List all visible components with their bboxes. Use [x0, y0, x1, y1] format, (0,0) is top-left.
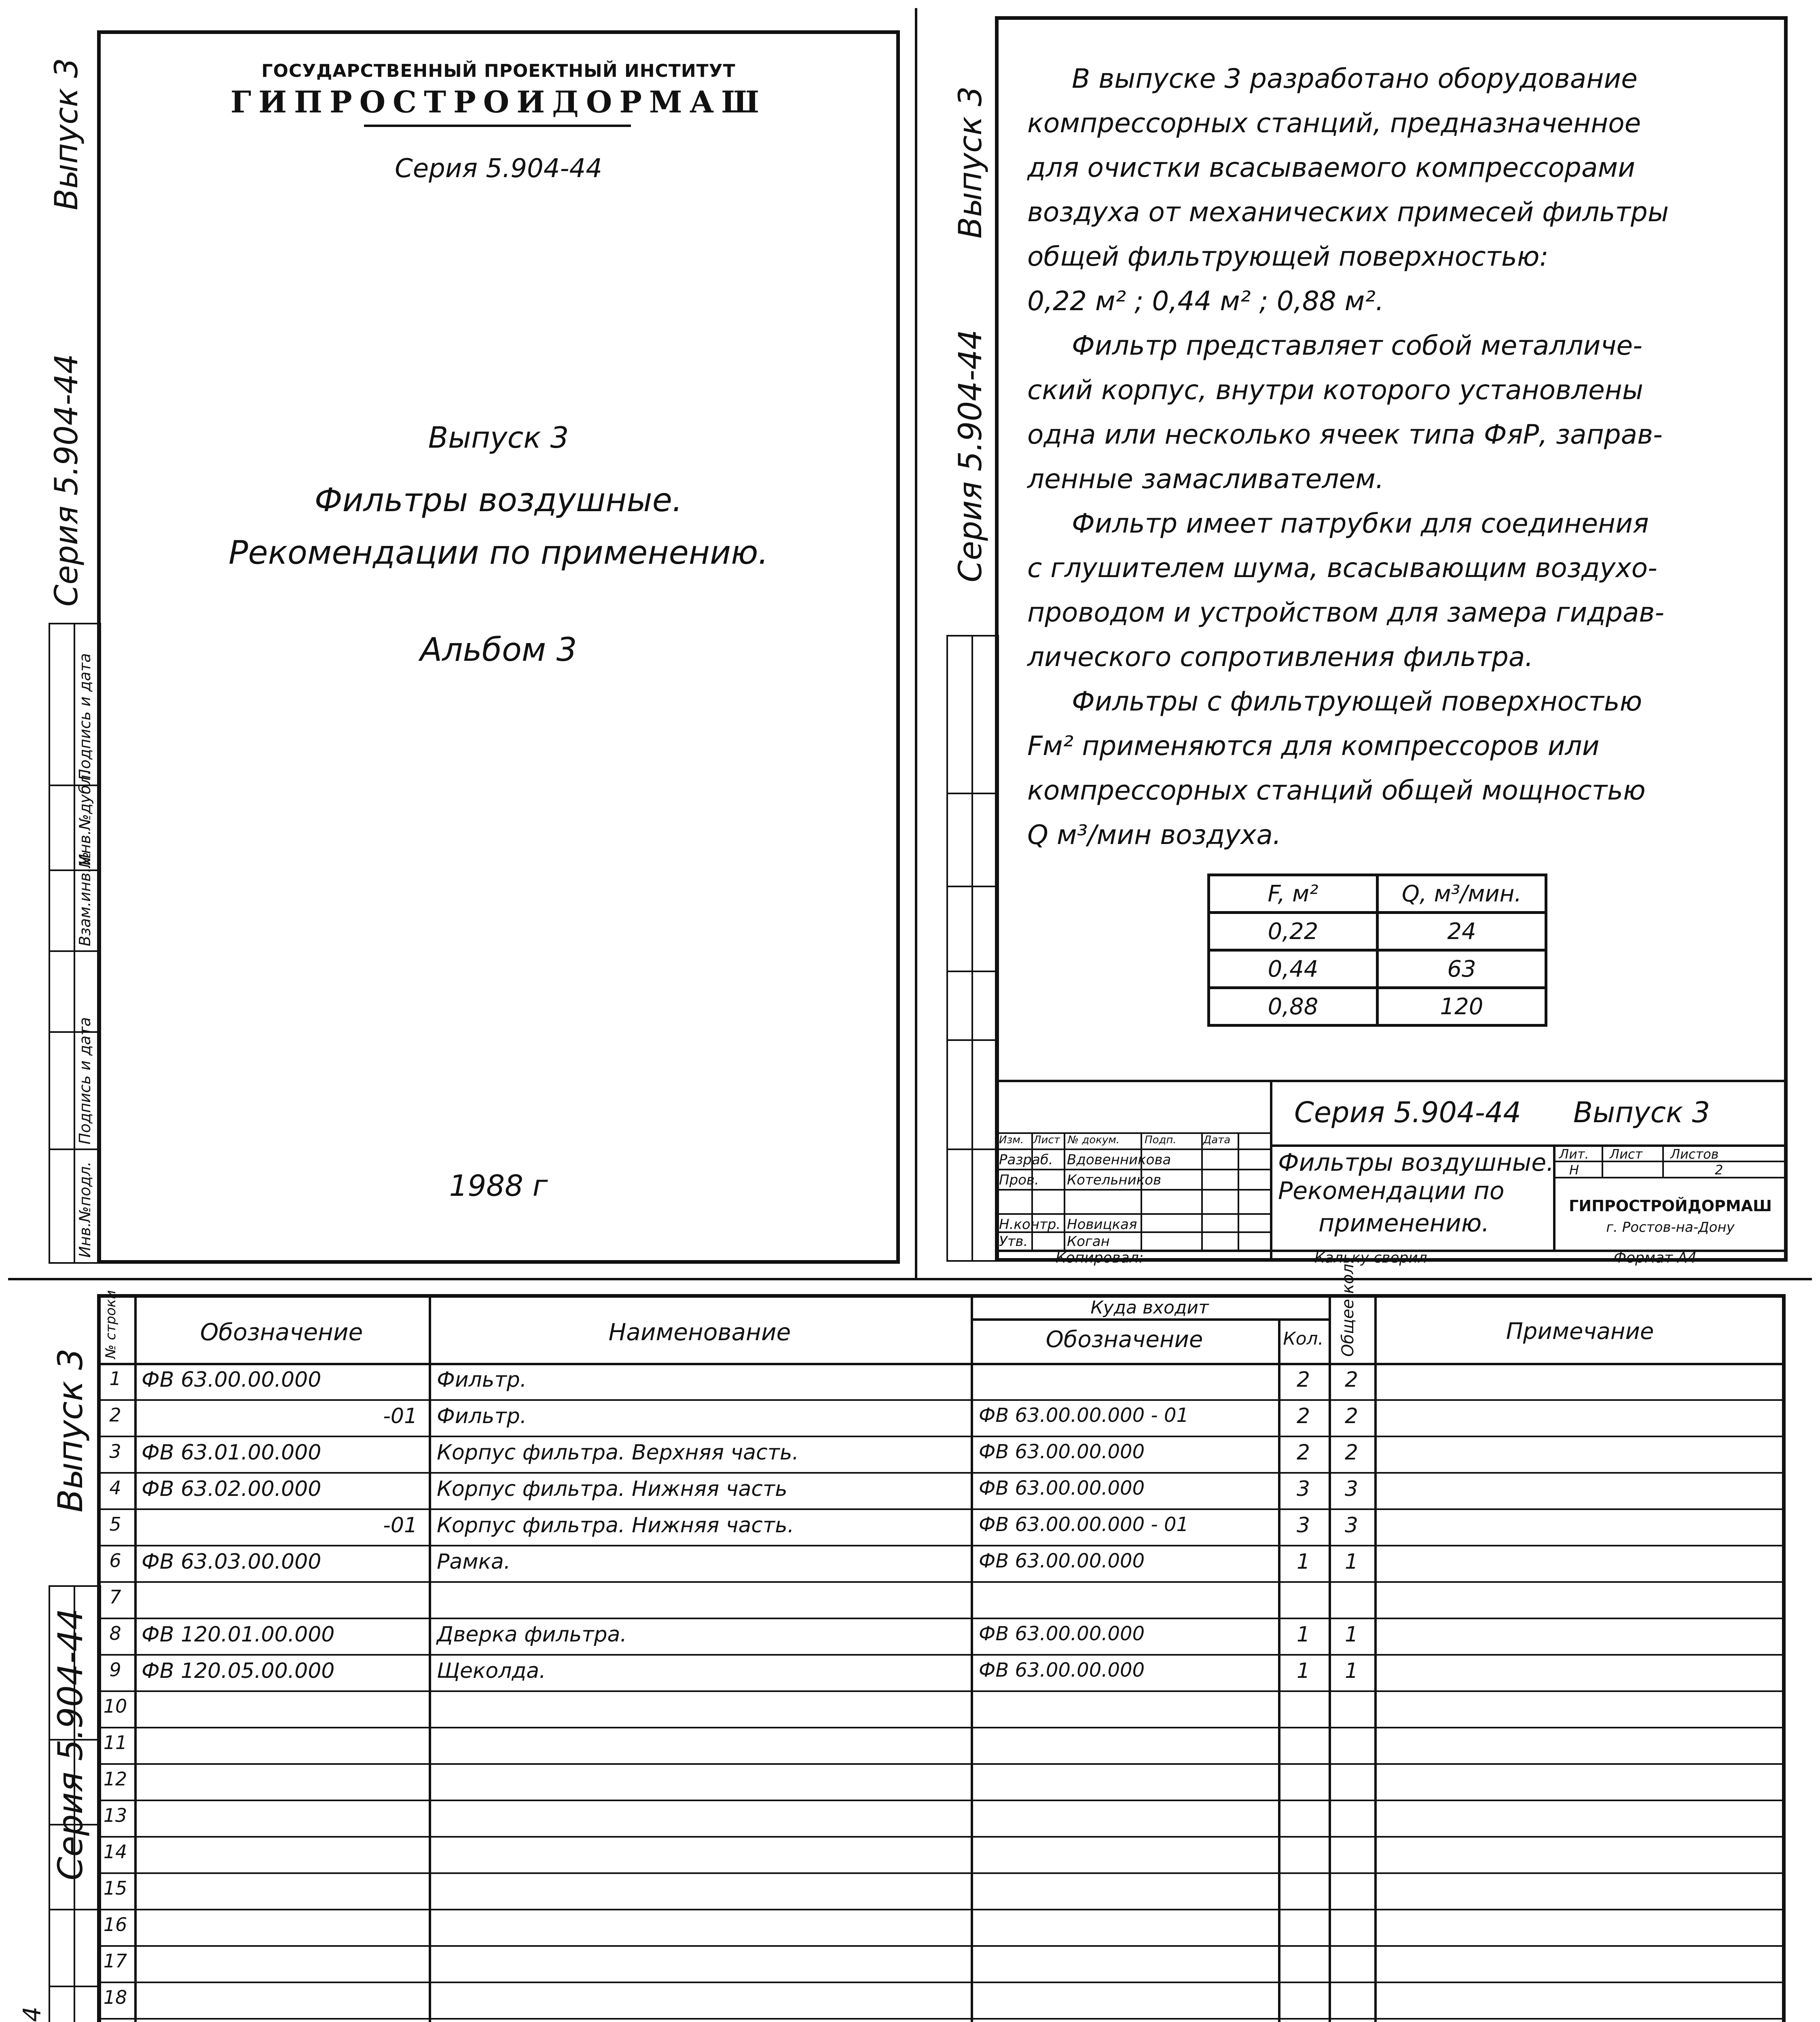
spec-row-number: 8: [109, 1622, 121, 1644]
spec-row-designation: ФВ 63.01.00.000: [142, 1440, 322, 1465]
spec-row-where: ФВ 63.00.00.000: [979, 1477, 1145, 1500]
spec-row: [97, 1363, 1786, 1399]
spec-row-qty: 3: [1296, 1513, 1310, 1538]
cover-stamp-vzam: Взам.инв.№: [76, 852, 94, 946]
table-row: 0,88 120: [1209, 988, 1546, 1026]
spec-row-qty: 3: [1296, 1477, 1310, 1501]
spec-row-number: 18: [103, 1986, 127, 2008]
spec-row-total: 2: [1344, 1368, 1359, 1392]
spec-row-qty: 2: [1296, 1368, 1310, 1392]
cover-margin-issue: Выпуск 3: [49, 58, 85, 210]
spec-row-where: ФВ 63.00.00.000: [979, 1659, 1145, 1681]
spec-row-number: 14: [103, 1841, 127, 1863]
spec-row: [97, 1436, 1786, 1472]
spec-row-where: ФВ 63.00.00.000 - 01: [979, 1513, 1189, 1536]
spec-row-qty: 1: [1296, 1550, 1310, 1574]
spec-row: [97, 1654, 1786, 1690]
spec-row-qty: 1: [1296, 1659, 1310, 1683]
spec-row-where: ФВ 63.00.00.000: [979, 1550, 1145, 1572]
spec-row-total: 2: [1344, 1404, 1359, 1428]
desc-paragraph-1: В выпуске 3 разработано оборудование компрессорных станций, предназначенное для очистки всасываемого компрессорами воздуха от механических примесей фильтры общей фильтрующей поверхностью: 0,22 м² ; 0,44 м² ; 0,88 м². Фильтр представляет собой металличе- ский корпус, внутри которого установлены одна или несколько ячеек типа ФяР, заправ- ленные замасливателем. Фильтр имеет патрубки для соединения с глушителем шума, всасывающим воздухо- проводом и устройством для замера гидрав- лического сопротивления фильтра. Фильтры с фильтрующей поверхностью Fм² применяются для компрессоров или компрессорных станций общей мощностью Q м³/мин воздуха.: [1027, 63, 1669, 850]
spec-margin-issue: Выпуск 3: [51, 1348, 90, 1512]
archive-sub: 4: [18, 2006, 47, 2022]
spec-row: [97, 1800, 1786, 1836]
spec-row: [97, 1545, 1786, 1581]
spec-header-name: Наименование: [608, 1318, 791, 1346]
spec-row-name: Корпус фильтра. Нижняя часть: [437, 1477, 787, 1501]
spec-row-where: ФВ 63.00.00.000 - 01: [979, 1404, 1189, 1427]
cover-stamp-inv: Инв.№подл.: [76, 1161, 94, 1258]
cover-subject2: Рекомендации по применению.: [229, 534, 768, 571]
table-header-f: F, м²: [1209, 875, 1378, 913]
spec-row-designation: -01: [383, 1513, 417, 1538]
spec-row-total: 2: [1344, 1440, 1359, 1465]
spec-row-number: 5: [109, 1513, 121, 1535]
cover-subject: Фильтры воздушные.: [314, 481, 683, 519]
spec-row-number: 6: [109, 1550, 121, 1571]
desc-margin-series: Серия 5.904-44: [952, 329, 989, 582]
desc-margin-issue: Выпуск 3: [952, 86, 989, 239]
tb1-city: г. Ростов-на-Дону: [1606, 1219, 1735, 1235]
spec-row-where: ФВ 63.00.00.000: [979, 1622, 1145, 1645]
spec-row-total: 1: [1344, 1659, 1359, 1683]
spec-row: [97, 1909, 1786, 1945]
spec-row: [97, 1399, 1786, 1436]
spec-row: [97, 1763, 1786, 1800]
spec-row-number: 4: [109, 1477, 121, 1499]
tb1-series: Серия 5.904-44: [1294, 1096, 1521, 1129]
spec-row-total: 1: [1344, 1622, 1359, 1647]
table-header-q: Q, м³/мин.: [1378, 875, 1546, 913]
spec-row-name: Рамка.: [437, 1550, 511, 1574]
tb1-issue: Выпуск 3: [1573, 1096, 1710, 1129]
spec-header-designation: Обозначение: [200, 1318, 363, 1346]
spec-row-designation: ФВ 63.00.00.000: [142, 1368, 322, 1392]
spec-row-qty: 1: [1296, 1622, 1310, 1647]
table-row: 0,44 63: [1209, 950, 1546, 988]
spec-row-designation: -01: [383, 1404, 417, 1428]
spec-row-qty: 2: [1296, 1440, 1310, 1465]
spec-row-name: Дверка фильтра.: [437, 1622, 627, 1647]
spec-row-total: 1: [1344, 1550, 1359, 1574]
spec-row: [97, 1872, 1786, 1909]
spec-row-name: Фильтр.: [437, 1404, 527, 1428]
cover-series: Серия 5.904-44: [395, 154, 602, 184]
spec-row-number: 11: [103, 1732, 127, 1753]
spec-row-number: 13: [103, 1804, 127, 1826]
cover-institute-name: ГИПРОСТРОИДОРМАШ: [231, 85, 766, 120]
spec-row-name: Щеколда.: [437, 1659, 546, 1683]
spec-row: [97, 2018, 1786, 2022]
cover-stamp-sign-date: Подпись и дата: [76, 653, 94, 780]
cover-margin-series: Серия 5.904-44: [49, 353, 85, 607]
title-block-1: Изм. Лист № докум. Подп. Дата Разраб. Вдовенникова Пров. Котельников Н.контр. Новицкая Утв. Коган Серия 5.904-44 Выпуск 3 Фильтры воздушные. Рекомендации по применению. Лит. Лист Листов Н 2 ГИПРОСТРОЙДОРМАШ г. Ростов-на-Дону Копировал: Кальку сверил Формат А4: [995, 1080, 1788, 1262]
filter-capacity-table: [1207, 874, 1547, 1027]
spec-row-total: 3: [1344, 1513, 1359, 1538]
spec-row-total: 3: [1344, 1477, 1359, 1501]
spec-row-number: 10: [103, 1695, 127, 1717]
cover-institute: ГОСУДАРСТВЕННЫЙ ПРОЕКТНЫЙ ИНСТИТУТ: [261, 61, 736, 81]
spec-row-number: 12: [103, 1768, 127, 1790]
spec-row: [97, 1727, 1786, 1763]
spec-header-qty: Кол.: [1283, 1328, 1324, 1349]
spec-row-name: Корпус фильтра. Верхняя часть.: [437, 1440, 799, 1465]
cover-album: Альбом 3: [420, 631, 577, 668]
spec-header-note: Примечание: [1506, 1318, 1654, 1345]
spec-row-number: 2: [109, 1404, 121, 1426]
spec-row-name: Корпус фильтра. Нижняя часть.: [437, 1513, 794, 1538]
cover-stamp-sign-date2: Подпись и дата: [76, 1017, 94, 1144]
table-row: 0,22 24: [1209, 913, 1546, 950]
spec-row-name: Фильтр.: [437, 1368, 527, 1392]
spec-row-number: 16: [103, 1914, 127, 1935]
spec-row-number: 15: [103, 1877, 127, 1899]
spec-row-number: 3: [109, 1440, 121, 1462]
spec-row: [97, 1836, 1786, 1872]
spec-row-number: 1: [109, 1368, 121, 1390]
spec-row-designation: ФВ 63.03.00.000: [142, 1550, 322, 1574]
spec-row-designation: ФВ 120.01.00.000: [142, 1622, 335, 1647]
spec-row: [97, 1618, 1786, 1654]
spec-row-number: 9: [109, 1659, 121, 1681]
spec-header-total: Общее кол.: [1339, 1258, 1357, 1357]
spec-row-where: ФВ 63.00.00.000: [979, 1440, 1145, 1463]
spec-table: [97, 1258, 1786, 2022]
tb1-org: ГИПРОСТРОЙДОРМАШ: [1569, 1197, 1772, 1215]
spec-row: [97, 1472, 1786, 1508]
spec-row-designation: ФВ 63.02.00.000: [142, 1477, 322, 1501]
spec-header-num: № строки: [103, 1290, 119, 1359]
cover-issue: Выпуск 3: [428, 421, 569, 455]
spec-row-designation: ФВ 120.05.00.000: [142, 1659, 335, 1683]
spec-row: [97, 1690, 1786, 1727]
spec-row: [97, 1945, 1786, 1982]
spec-row-number: 7: [109, 1586, 121, 1608]
cover-stamp-dubl: Инв.№дубл.: [76, 770, 94, 865]
spec-row: [97, 1982, 1786, 2018]
spec-margin-series: Серия 5.904-44: [51, 1608, 90, 1880]
spec-header-where-designation: Обозначение: [1045, 1326, 1203, 1353]
spec-header-where: Куда входит: [1090, 1297, 1209, 1318]
spec-row: [97, 1508, 1786, 1545]
spec-row: [97, 1581, 1786, 1618]
spec-row-number: 17: [103, 1950, 127, 1972]
spec-row-qty: 2: [1296, 1404, 1310, 1428]
cover-year: 1988 г: [449, 1169, 548, 1203]
